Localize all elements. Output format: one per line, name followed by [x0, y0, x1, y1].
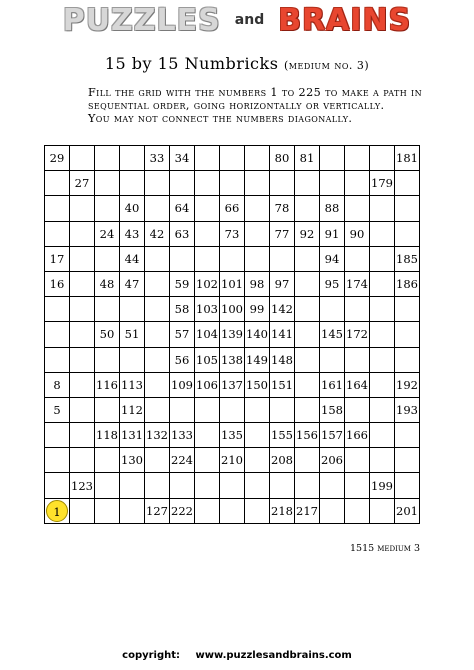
grid-cell[interactable]: 100 [220, 297, 245, 322]
grid-cell[interactable] [370, 423, 395, 448]
grid-cell[interactable] [145, 246, 170, 271]
grid-cell[interactable] [370, 498, 395, 523]
grid-cell[interactable] [295, 347, 320, 372]
grid-cell[interactable]: 135 [220, 423, 245, 448]
grid-cell[interactable] [45, 322, 70, 347]
instruction-line: You may not connect the numbers diagonally. [88, 112, 353, 125]
grid-cell[interactable]: 217 [295, 498, 320, 523]
grid-cell[interactable] [120, 347, 145, 372]
grid-cell[interactable] [345, 171, 370, 196]
grid-cell[interactable]: 131 [120, 423, 145, 448]
grid-cell[interactable]: 138 [220, 347, 245, 372]
grid-cell[interactable] [170, 397, 195, 422]
grid-cell[interactable]: 208 [270, 448, 295, 473]
grid-cell[interactable]: 179 [370, 171, 395, 196]
grid-cell[interactable] [245, 397, 270, 422]
grid-cell[interactable]: 106 [195, 372, 220, 397]
puzzle-grid [44, 145, 420, 524]
grid-cell[interactable]: 113 [120, 372, 145, 397]
grid-cell[interactable] [245, 196, 270, 221]
grid-cell[interactable] [145, 448, 170, 473]
grid-cell[interactable]: 27 [70, 171, 95, 196]
grid-cell[interactable] [170, 246, 195, 271]
grid-cell[interactable] [45, 473, 70, 498]
grid-cell[interactable] [120, 297, 145, 322]
grid-cell[interactable]: 166 [345, 423, 370, 448]
grid-cell[interactable]: 56 [170, 347, 195, 372]
grid-cell[interactable] [220, 146, 245, 171]
grid-cell[interactable] [245, 246, 270, 271]
grid-cell[interactable]: 17 [45, 246, 70, 271]
grid-cell[interactable] [370, 196, 395, 221]
grid-cell[interactable] [345, 473, 370, 498]
grid-cell[interactable]: 73 [220, 221, 245, 246]
grid-cell[interactable]: 94 [320, 246, 345, 271]
grid-cell[interactable]: 149 [245, 347, 270, 372]
grid-cell[interactable]: 164 [345, 372, 370, 397]
grid-cell[interactable] [395, 221, 420, 246]
grid-cell[interactable]: 132 [145, 423, 170, 448]
grid-cell[interactable] [345, 397, 370, 422]
grid-cell[interactable] [145, 271, 170, 296]
grid-cell[interactable] [95, 448, 120, 473]
grid-cell[interactable] [345, 498, 370, 523]
grid-cell[interactable]: 206 [320, 448, 345, 473]
grid-cell[interactable] [145, 297, 170, 322]
grid-row [45, 246, 420, 271]
site-logo [0, 0, 474, 40]
grid-cell[interactable]: 77 [270, 221, 295, 246]
grid-cell[interactable] [145, 372, 170, 397]
grid-cell[interactable] [195, 221, 220, 246]
grid-cell[interactable] [245, 221, 270, 246]
grid-cell[interactable] [45, 498, 70, 523]
grid-cell[interactable] [195, 397, 220, 422]
grid-cell[interactable] [320, 146, 345, 171]
grid-cell[interactable] [370, 448, 395, 473]
grid-cell[interactable]: 102 [195, 271, 220, 296]
copyright-label: copyright: [122, 650, 181, 661]
grid-row [45, 146, 420, 171]
grid-cell[interactable] [395, 196, 420, 221]
grid-cell[interactable] [45, 347, 70, 372]
grid-cell[interactable] [370, 372, 395, 397]
grid-cell[interactable]: 105 [195, 347, 220, 372]
grid-cell[interactable]: 88 [320, 196, 345, 221]
grid-cell[interactable] [345, 146, 370, 171]
grid-cell[interactable]: 33 [145, 146, 170, 171]
grid-cell[interactable] [295, 372, 320, 397]
grid-cell[interactable]: 148 [270, 347, 295, 372]
grid-cell[interactable] [95, 397, 120, 422]
grid-cell[interactable]: 118 [95, 423, 120, 448]
grid-cell[interactable]: 57 [170, 322, 195, 347]
grid-cell[interactable]: 139 [220, 322, 245, 347]
grid-cell[interactable] [370, 397, 395, 422]
grid-cell[interactable] [395, 448, 420, 473]
grid-cell[interactable] [95, 473, 120, 498]
grid-cell[interactable] [270, 246, 295, 271]
grid-row [45, 448, 420, 473]
grid-cell[interactable] [95, 146, 120, 171]
grid-cell[interactable]: 66 [220, 196, 245, 221]
grid-cell[interactable]: 34 [170, 146, 195, 171]
grid-cell[interactable] [370, 146, 395, 171]
grid-cell[interactable] [145, 171, 170, 196]
grid-cell[interactable] [70, 347, 95, 372]
grid-cell[interactable]: 156 [295, 423, 320, 448]
grid-cell[interactable]: 127 [145, 498, 170, 523]
grid-cell[interactable]: 116 [95, 372, 120, 397]
grid-cell[interactable] [45, 221, 70, 246]
grid-cell[interactable] [295, 448, 320, 473]
grid-cell[interactable]: 59 [170, 271, 195, 296]
grid-cell[interactable] [195, 423, 220, 448]
grid-cell[interactable]: 5 [45, 397, 70, 422]
grid-cell[interactable] [370, 347, 395, 372]
copyright-url[interactable]: www.puzzlesandbrains.com [195, 650, 352, 661]
grid-cell[interactable]: 112 [120, 397, 145, 422]
grid-cell[interactable] [70, 397, 95, 422]
grid-cell[interactable]: 123 [70, 473, 95, 498]
grid-cell[interactable] [95, 297, 120, 322]
instructions [88, 86, 468, 125]
grid-cell[interactable]: 151 [270, 372, 295, 397]
grid-cell[interactable] [370, 271, 395, 296]
grid-row [45, 271, 420, 296]
grid-cell[interactable] [345, 297, 370, 322]
grid-cell[interactable]: 90 [345, 221, 370, 246]
grid-cell[interactable] [245, 146, 270, 171]
grid-cell[interactable] [370, 297, 395, 322]
grid-cell[interactable] [295, 271, 320, 296]
grid-cell[interactable]: 133 [170, 423, 195, 448]
page-title [0, 54, 474, 73]
grid-cell[interactable]: 44 [120, 246, 145, 271]
grid-cell[interactable] [145, 397, 170, 422]
grid-cell[interactable]: 80 [270, 146, 295, 171]
grid-cell[interactable] [245, 448, 270, 473]
grid-cell[interactable]: 157 [320, 423, 345, 448]
grid-cell[interactable]: 172 [345, 322, 370, 347]
grid-row [45, 473, 420, 498]
grid-cell[interactable] [245, 171, 270, 196]
grid-cell[interactable]: 40 [120, 196, 145, 221]
grid-cell[interactable] [195, 498, 220, 523]
grid-cell[interactable] [245, 423, 270, 448]
grid-cell[interactable] [145, 347, 170, 372]
grid-cell[interactable] [195, 246, 220, 271]
grid-cell[interactable]: 140 [245, 322, 270, 347]
grid-cell[interactable]: 192 [395, 372, 420, 397]
grid-cell[interactable] [95, 347, 120, 372]
grid-cell[interactable]: 63 [170, 221, 195, 246]
grid-cell[interactable] [95, 196, 120, 221]
grid-cell[interactable]: 158 [320, 397, 345, 422]
grid-cell[interactable] [320, 498, 345, 523]
grid-cell[interactable]: 43 [120, 221, 145, 246]
grid-cell[interactable]: 201 [395, 498, 420, 523]
grid-cell[interactable]: 185 [395, 246, 420, 271]
grid-cell[interactable] [195, 448, 220, 473]
grid-cell[interactable]: 78 [270, 196, 295, 221]
grid-cell[interactable]: 218 [270, 498, 295, 523]
grid-cell[interactable] [195, 146, 220, 171]
logo-puzzles-word: PUZZLES [62, 2, 221, 38]
grid-cell[interactable]: 92 [295, 221, 320, 246]
grid-cell[interactable] [395, 347, 420, 372]
grid-cell[interactable] [145, 473, 170, 498]
grid-cell[interactable] [295, 297, 320, 322]
grid-cell[interactable]: 222 [170, 498, 195, 523]
grid-cell[interactable] [320, 473, 345, 498]
grid-cell[interactable]: 199 [370, 473, 395, 498]
grid-cell[interactable] [295, 196, 320, 221]
copyright-line [0, 650, 474, 661]
grid-cell[interactable] [395, 171, 420, 196]
grid-row [45, 347, 420, 372]
grid-cell[interactable] [70, 322, 95, 347]
logo-brains-word: BRAINS [278, 2, 412, 38]
grid-cell[interactable] [195, 171, 220, 196]
grid-cell[interactable] [220, 473, 245, 498]
grid-cell[interactable] [295, 171, 320, 196]
grid-cell[interactable] [45, 171, 70, 196]
grid-cell[interactable] [195, 473, 220, 498]
grid-cell[interactable] [320, 297, 345, 322]
title-main: 15 by 15 Numbricks [104, 54, 279, 73]
grid-cell[interactable] [395, 423, 420, 448]
grid-cell[interactable] [220, 397, 245, 422]
instruction-line: sequential order, going horizontally or vertically. [88, 99, 385, 112]
grid-cell[interactable]: 42 [145, 221, 170, 246]
grid-cell[interactable] [295, 397, 320, 422]
grid-cell[interactable]: 224 [170, 448, 195, 473]
grid-cell[interactable] [345, 246, 370, 271]
grid-cell[interactable] [395, 297, 420, 322]
grid-cell[interactable]: 137 [220, 372, 245, 397]
grid-cell[interactable]: 145 [320, 322, 345, 347]
grid-cell[interactable]: 150 [245, 372, 270, 397]
grid-cell[interactable]: 95 [320, 271, 345, 296]
grid-cell[interactable] [70, 297, 95, 322]
grid-cell[interactable]: 103 [195, 297, 220, 322]
grid-cell[interactable] [370, 221, 395, 246]
grid-cell[interactable] [120, 146, 145, 171]
grid-cell[interactable] [70, 221, 95, 246]
grid-cell[interactable] [345, 448, 370, 473]
grid-cell[interactable]: 81 [295, 146, 320, 171]
grid-row [45, 297, 420, 322]
title-sub: (medium no. 3) [284, 59, 370, 72]
grid-cell[interactable] [395, 322, 420, 347]
grid-cell[interactable]: 210 [220, 448, 245, 473]
grid-cell[interactable]: 91 [320, 221, 345, 246]
grid-cell[interactable] [120, 171, 145, 196]
grid-row [45, 221, 420, 246]
grid-cell[interactable]: 142 [270, 297, 295, 322]
logo-and-word: and [234, 12, 265, 28]
grid-cell[interactable]: 29 [45, 146, 70, 171]
grid-cell[interactable] [245, 498, 270, 523]
grid-row [45, 372, 420, 397]
grid-cell[interactable] [95, 171, 120, 196]
grid-cell[interactable]: 24 [95, 221, 120, 246]
grid-cell[interactable] [70, 423, 95, 448]
start-cell-marker: 1 [46, 500, 68, 522]
grid-cell[interactable]: 8 [45, 372, 70, 397]
grid-cell[interactable]: 181 [395, 146, 420, 171]
grid-cell[interactable] [45, 297, 70, 322]
grid-cell[interactable]: 104 [195, 322, 220, 347]
grid-cell[interactable] [220, 246, 245, 271]
grid-cell[interactable] [145, 322, 170, 347]
grid-cell[interactable] [320, 347, 345, 372]
grid-cell[interactable]: 51 [120, 322, 145, 347]
grid-cell[interactable] [270, 171, 295, 196]
grid-cell[interactable]: 109 [170, 372, 195, 397]
grid-row [45, 498, 420, 523]
grid-cell[interactable] [295, 473, 320, 498]
grid-cell[interactable] [120, 473, 145, 498]
grid-cell[interactable]: 97 [270, 271, 295, 296]
grid-cell[interactable] [45, 448, 70, 473]
grid-cell[interactable] [195, 196, 220, 221]
grid-cell[interactable] [95, 246, 120, 271]
grid-cell[interactable]: 161 [320, 372, 345, 397]
grid-cell[interactable]: 99 [245, 297, 270, 322]
grid-cell[interactable]: 155 [270, 423, 295, 448]
grid-cell[interactable]: 47 [120, 271, 145, 296]
grid-cell[interactable] [95, 498, 120, 523]
grid-cell[interactable] [170, 171, 195, 196]
grid-cell[interactable] [345, 196, 370, 221]
grid-cell[interactable] [70, 246, 95, 271]
grid-cell[interactable] [345, 347, 370, 372]
grid-cell[interactable] [270, 397, 295, 422]
instruction-line: Fill the grid with the numbers 1 to 225 to make a path in [88, 86, 423, 99]
grid-cell[interactable] [70, 196, 95, 221]
grid-cell[interactable]: 16 [45, 271, 70, 296]
grid-cell[interactable] [70, 448, 95, 473]
grid-cell[interactable] [70, 372, 95, 397]
grid-cell[interactable]: 64 [170, 196, 195, 221]
grid-cell[interactable] [395, 473, 420, 498]
grid-cell[interactable] [70, 498, 95, 523]
grid-cell[interactable] [295, 322, 320, 347]
grid-cell[interactable] [370, 246, 395, 271]
grid-cell[interactable]: 48 [95, 271, 120, 296]
grid-row [45, 397, 420, 422]
grid-cell[interactable]: 98 [245, 271, 270, 296]
puzzle-id-label: 1515 medium 3 [350, 543, 420, 554]
grid-row [45, 196, 420, 221]
grid-cell[interactable]: 58 [170, 297, 195, 322]
grid-cell[interactable] [370, 322, 395, 347]
grid-cell[interactable]: 193 [395, 397, 420, 422]
grid-cell[interactable] [220, 171, 245, 196]
grid-cell[interactable] [70, 271, 95, 296]
grid-cell[interactable]: 101 [220, 271, 245, 296]
grid-cell[interactable]: 50 [95, 322, 120, 347]
grid-cell[interactable] [145, 196, 170, 221]
grid-cell[interactable]: 130 [120, 448, 145, 473]
grid-cell[interactable] [70, 146, 95, 171]
grid-cell[interactable]: 174 [345, 271, 370, 296]
grid-cell[interactable] [45, 423, 70, 448]
grid-cell[interactable]: 141 [270, 322, 295, 347]
grid-cell[interactable] [45, 196, 70, 221]
grid-cell[interactable] [245, 473, 270, 498]
grid-row [45, 322, 420, 347]
grid-cell[interactable] [320, 171, 345, 196]
grid-cell[interactable] [120, 498, 145, 523]
grid-row [45, 423, 420, 448]
grid-cell[interactable] [170, 473, 195, 498]
grid-cell[interactable]: 186 [395, 271, 420, 296]
grid-row [45, 171, 420, 196]
grid-cell[interactable] [220, 498, 245, 523]
grid-cell[interactable] [295, 246, 320, 271]
grid-cell[interactable] [270, 473, 295, 498]
